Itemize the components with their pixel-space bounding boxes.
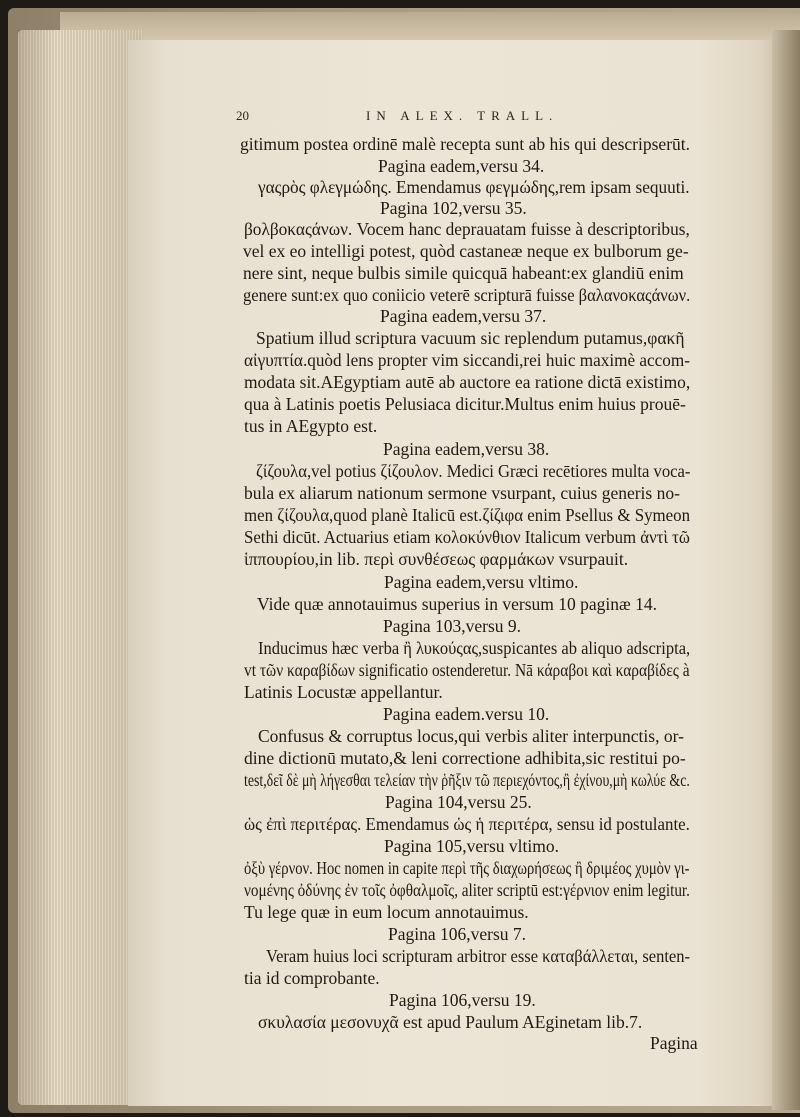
text-line: ἱππουρίου,in lib. περὶ συνθέσεως φαρμάκων vsurpauit.: [244, 549, 629, 569]
text-line: σκυλασία μεσονυχᾶ est apud Paulum AEginetam lib.7.: [258, 1012, 643, 1032]
section-heading: Pagina eadem,versu vltimo.: [384, 572, 579, 592]
text-line: γαςρὸς φλεγμώδης. Emendamus φεγμώδης,rem ipsam sequuti.: [258, 177, 690, 197]
text-line: men ζίζουλα,quod planè Italicū est.ζίζιφα enim Psellus & Symeon: [244, 505, 691, 525]
text-line: genere sunt:ex quo coniicio veterē scripturā fuisse βαλανοκαςάνων.: [243, 285, 691, 305]
text-line: tus in AEgypto est.: [244, 416, 378, 436]
text-line: modata sit.AEgyptiam autē ab auctore ea ratione dictā existimo,: [244, 372, 691, 392]
text-line: bula ex aliarum nationum sermone vsurpant, cuius generis no-: [244, 483, 680, 503]
section-heading: Pagina 104,versu 25.: [385, 792, 532, 812]
text-line: vt τῶν καραβίδων significatio ostenderetur. Nā κάραβοι καὶ καραβίδες à: [244, 660, 690, 680]
text-line: qua à Latinis poetis Pelusiaca dicitur.Multus enim huius prouē-: [244, 394, 686, 414]
text-line: ὀξὺ γέρνον. Hoc nomen in capite περὶ τῆς διαχωρήσεως ἢ δριμέος χυμὸν γι-: [244, 858, 690, 878]
section-heading: Pagina 103,versu 9.: [383, 616, 522, 636]
text-line: dine dictionū mutato,& leni correctione adhibita,sic restitui po-: [244, 748, 686, 768]
text-line: Veram huius loci scripturam arbitror esse καταβάλλεται, senten-: [266, 946, 691, 966]
text-line: vel ex eo intelligi potest, quòd castaneæ neque ex bulborum ge-: [243, 241, 689, 261]
text-line: test,δεῖ δὲ μὴ λήγεσθαι τελείαν τὴν ῥῆξιν τῶ περιεχόντος,ἢ ἐχίνου,μὴ κωλύε &c.: [244, 770, 690, 790]
running-title: IN ALEX. TRALL.: [366, 108, 559, 123]
text-line: Spatium illud scriptura vacuum sic replendum putamus,φακῆ: [256, 328, 685, 348]
text-line: ὡς ἐπὶ περιτέρας. Emendamus ὡς ἡ περιτέρα, sensu id postulante.: [244, 814, 690, 834]
text-line: βολβοκαςάνων. Vocem hanc deprauatam fuisse à descriptoribus,: [244, 219, 690, 239]
text-line: Latinis Locustæ appellantur.: [244, 682, 443, 702]
section-heading: Pagina 105,versu vltimo.: [384, 836, 559, 856]
section-heading: Pagina 102,versu 35.: [380, 198, 527, 218]
text-line: νομένης ὀδύνης ἐν τοῖς ὀφθαλμοῖς, aliter scriptū est:γέρνιον enim legitur.: [244, 880, 690, 900]
text-line: tia id comprobante.: [244, 968, 380, 988]
text-line: Vide quæ annotauimus superius in versum 10 paginæ 14.: [257, 594, 657, 614]
text-line: αἰγυπτία.quòd lens propter vim siccandi,rei huic maximè accom-: [244, 350, 690, 370]
section-heading: Pagina 106,versu 7.: [388, 924, 527, 944]
text-line: Confusus & corruptus locus,qui verbis aliter interpunctis, or-: [258, 726, 684, 746]
page-number: 20: [236, 108, 249, 123]
section-heading: Pagina eadem,versu 38.: [383, 439, 550, 459]
text-line: Inducimus hæc verba ἢ λυκούςας,suspicantes ab aliquo adscripta,: [258, 638, 691, 658]
catchword: Pagina: [650, 1033, 698, 1053]
text-line: Tu lege quæ in eum locum annotauimus.: [244, 902, 529, 922]
text-line: Sethi dicūt. Actuarius etiam κολοκύνθιον Italicum verbum ἀντὶ τῶ: [244, 527, 690, 547]
text-line: gitimum postea ordinē malè recepta sunt ab his qui descripserūt.: [240, 134, 691, 154]
section-heading: Pagina eadem,versu 37.: [380, 306, 547, 326]
section-heading: Pagina eadem,versu 34.: [378, 156, 545, 176]
section-heading: Pagina eadem.versu 10.: [383, 704, 550, 724]
text-line: ζίζουλα,vel potius ζίζουλον. Medici Græci recētiores multa voca-: [256, 461, 691, 481]
text-line: nere sint, neque bulbis simile quicquā habeant:ex glandiū enim: [243, 263, 684, 283]
section-heading: Pagina 106,versu 19.: [389, 990, 536, 1010]
